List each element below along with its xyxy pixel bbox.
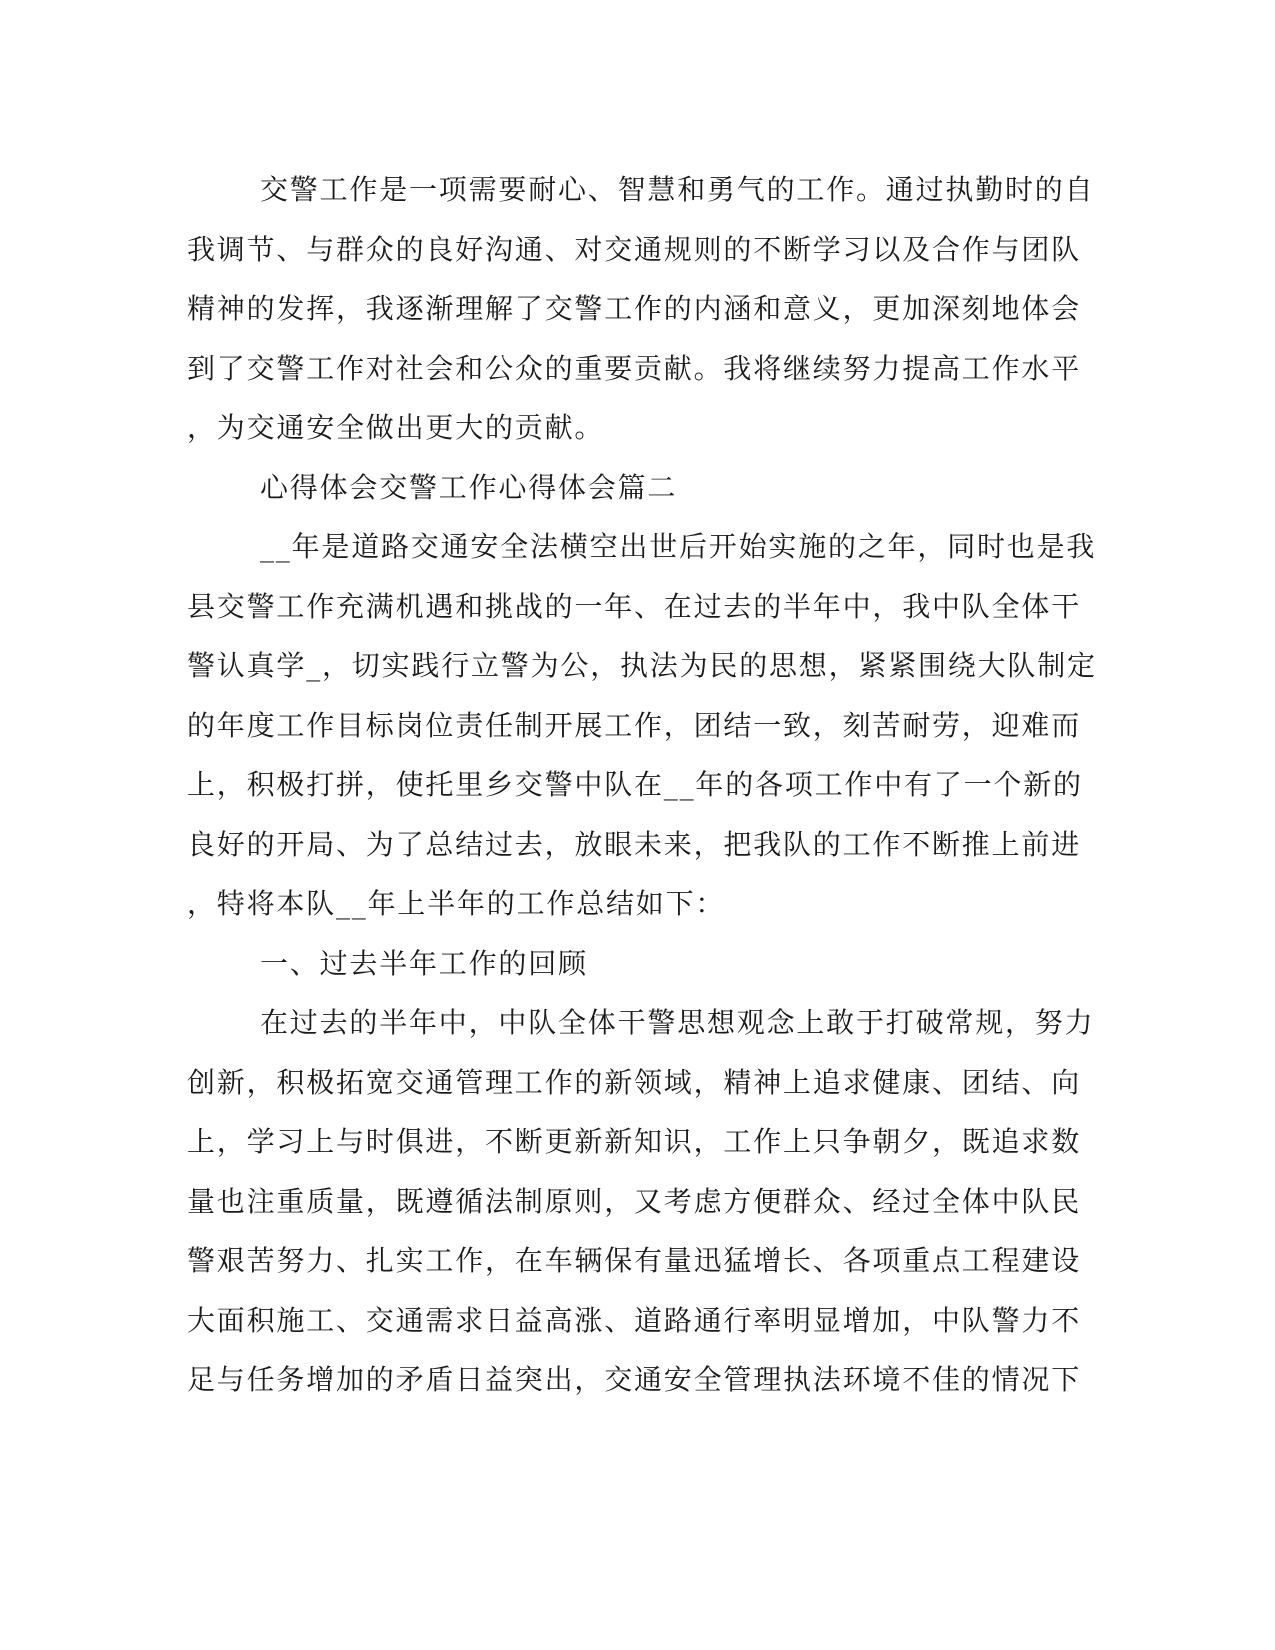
text-line: 上，学习上与时俱进，不断更新新知识，工作上只争朝夕，既追求数	[187, 1125, 1082, 1158]
text-line: 交警工作是一项需要耐心、智慧和勇气的工作。通过执勤时的自	[260, 173, 1095, 206]
text-line: 上，积极打拼，使托里乡交警中队在__年的各项工作中有了一个新的	[187, 768, 1083, 801]
text-line: 到了交警工作对社会和公众的重要贡献。我将继续努力提高工作水平	[187, 351, 1082, 385]
text-line: 足与任务增加的矛盾日益突出，交通安全管理执法环境不佳的情况下	[187, 1363, 1082, 1396]
text-line: 警认真学_，切实践行立警为公，执法为民的思想，紧紧围绕大队制定	[187, 649, 1097, 682]
text-line: 的年度工作目标岗位责任制开展工作，团结一致，刻苦耐劳，迎难而	[187, 708, 1082, 742]
text-line: 良好的开局、为了总结过去，放眼未来，把我队的工作不断推上前进	[187, 827, 1082, 861]
text-line: ，特将本队__年上半年的工作总结如下：	[187, 887, 726, 920]
text-line: 精神的发挥，我逐渐理解了交警工作的内涵和意义，更加深刻地体会	[187, 292, 1082, 325]
section-heading: 一、过去半年工作的回顾	[260, 946, 588, 980]
text-line: __年是道路交通安全法横空出世后开始实施的之年，同时也是我	[260, 530, 1097, 563]
text-line: 警艰苦努力、扎实工作，在车辆保有量迅猛增长、各项重点工程建设	[187, 1244, 1082, 1277]
text-line: 量也注重质量，既遵循法制原则，又考虑方便群众、经过全体中队民	[187, 1184, 1082, 1218]
text-line: 我调节、与群众的良好沟通、对交通规则的不断学习以及合作与团队	[187, 232, 1082, 266]
section-title: 心得体会交警工作心得体会篇二	[260, 470, 678, 504]
text-line: 县交警工作充满机遇和挑战的一年、在过去的半年中，我中队全体干	[187, 589, 1082, 623]
text-line: 在过去的半年中，中队全体干警思想观念上敢于打破常规，努力	[260, 1006, 1095, 1039]
section-title-part-two	[187, 458, 1067, 518]
heading-review	[187, 934, 1067, 994]
text-line: 大面积施工、交通需求日益高涨、道路通行率明显增加，中队警力不	[187, 1303, 1082, 1337]
paragraph-review	[187, 993, 1095, 1410]
paragraph-opening	[187, 517, 1097, 934]
paragraph-intro	[187, 160, 1095, 458]
text-line: 创新，积极拓宽交通管理工作的新领域，精神上追求健康、团结、向	[187, 1065, 1082, 1099]
document-body	[187, 160, 1097, 1410]
text-line: ，为交通安全做出更大的贡献。	[187, 411, 605, 444]
